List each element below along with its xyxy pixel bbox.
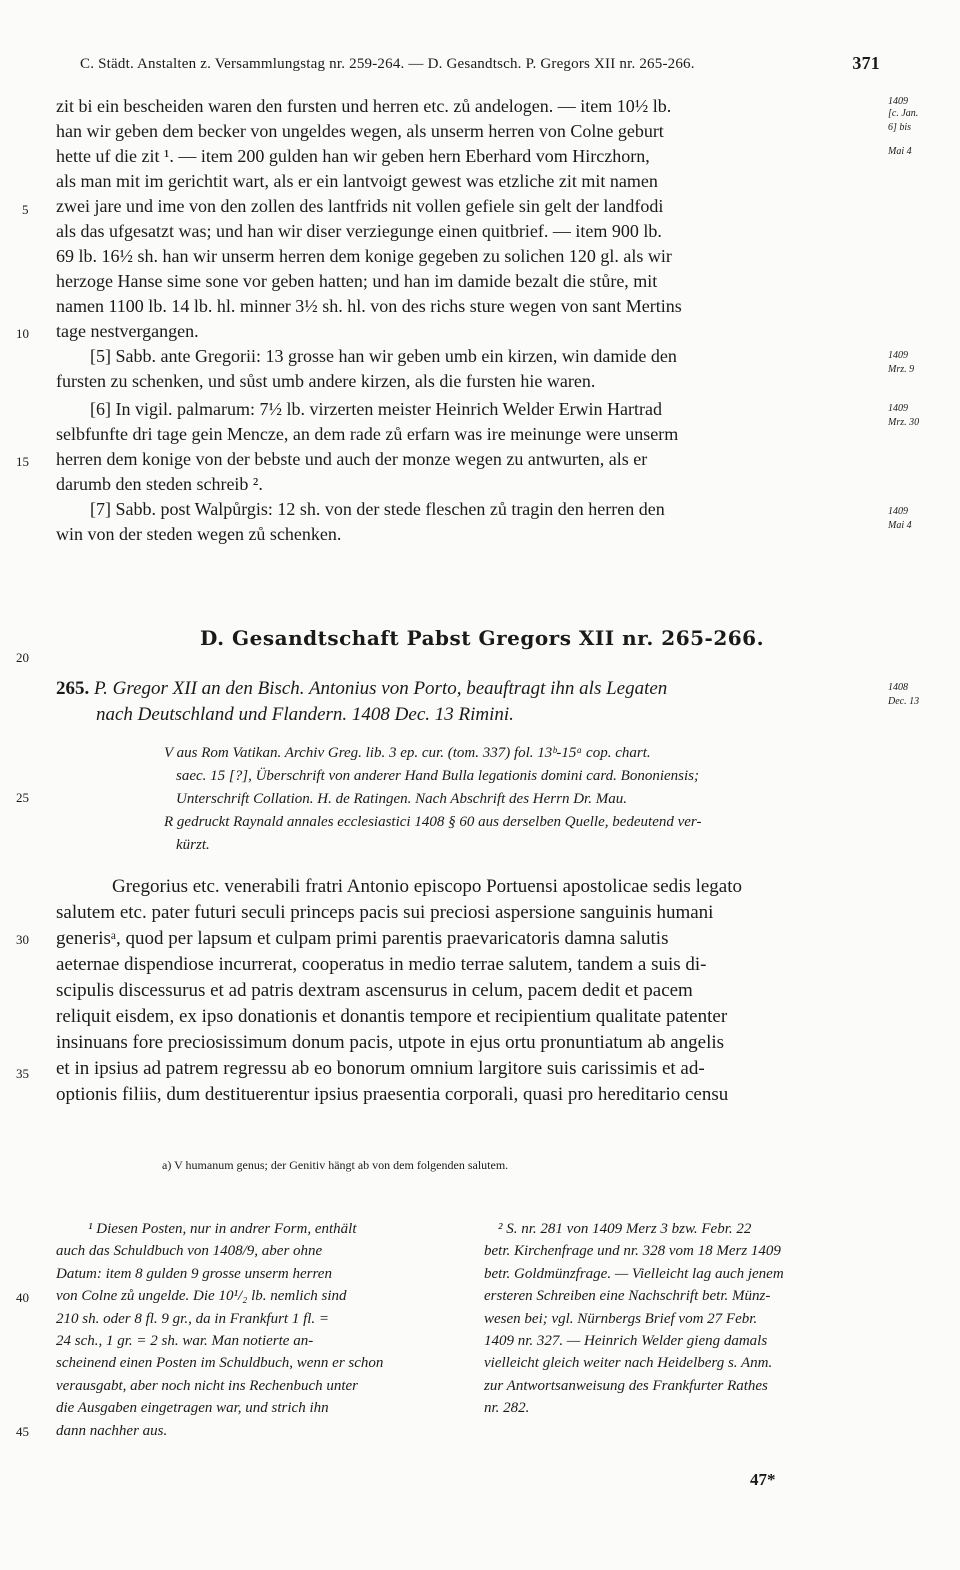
margin-date: [c. Jan. (888, 108, 919, 119)
footnote-left (56, 1218, 460, 1442)
text-line: zit bi ein bescheiden waren den fursten und herren etc. zů andelogen. — item 10½ lb. (56, 96, 672, 116)
text-line: tage nestvergangen. (56, 321, 199, 341)
footnote-line: betr. Kirchenfrage und nr. 328 vom 18 Merz 1409 (484, 1243, 781, 1260)
regest-number: 265. (56, 678, 90, 699)
description-line: R gedruckt Raynald annales ecclesiastici 1408 § 60 aus derselben Quelle, bedeutend ver- (164, 814, 702, 830)
text-line: als das ufgesatzt was; und han wir diser verziegunge einen quitbrief. — item 900 lb. (56, 221, 662, 241)
footnote-line: auch das Schuldbuch von 1408/9, aber ohne (56, 1243, 323, 1260)
footnote-line: 1409 nr. 327. — Heinrich Welder gieng damals (484, 1333, 768, 1350)
description-line: saec. 15 [?], Überschrift von anderer Hand Bulla legationis domini card. Bononiensis; (176, 768, 700, 784)
description-line: Unterschrift Collation. H. de Ratingen. Nach Abschrift des Herrn Dr. Mau. (176, 791, 627, 807)
section-title: D. Gesandtschaft Pabst Gregors XII nr. 265-266. (200, 626, 765, 650)
text-line: herren dem konige von der bebste und auch der monze wegen zu antwurten, als er (56, 449, 648, 469)
footnote-line: verausgabt, aber noch nicht ins Rechenbuch unter (56, 1377, 359, 1394)
text-line: han wir geben dem becker von ungeldes wegen, als unserm herren von Colne geburt (56, 121, 664, 141)
text-line: fursten zu schenken, und sůst umb andere kirzen, als die fursten hie waren. (56, 371, 596, 391)
text-line: reliquit eisdem, ex ipso donationis et donantis tempore et recipientium qualitate patenter (56, 1006, 728, 1027)
text-line: 69 lb. 16½ sh. han wir unserm herren dem konige gegeben zu solichen 120 gl. als wir (56, 246, 672, 266)
footnote-line: nr. 282. (484, 1400, 530, 1417)
margin-date: 1409 (888, 96, 908, 107)
margin-date: 6] bis (888, 122, 912, 133)
description-line: kürzt. (176, 837, 210, 853)
footnote-line: 210 sh. oder 8 fl. 9 gr., da in Frankfurt 1 fl. = (56, 1310, 330, 1327)
text-line: namen 1100 lb. 14 lb. hl. minner 3½ sh. hl. von des richs sture wegen von sant Mertins (56, 296, 682, 316)
text-line: darumb den steden schreib ². (56, 474, 263, 494)
line-number: 15 (16, 454, 29, 469)
footnote-line: scheinend einen Posten im Schuldbuch, wenn er schon (56, 1355, 384, 1372)
text-line: generisᵃ, quod per lapsum et culpam primi parentis praevaricatoris damna salutis (56, 928, 669, 949)
footnote-line: ² S. nr. 281 von 1409 Merz 3 bzw. Febr. 22 (498, 1221, 752, 1237)
variant-note: a) V humanum genus; der Genitiv hängt ab von dem folgenden salutem. (162, 1158, 509, 1172)
line-number: 20 (16, 650, 29, 665)
running-title: C. Städt. Anstalten z. Versammlungstag nr. 259-264. — D. Gesandtsch. P. Gregors XII nr. 265-266. (80, 56, 695, 72)
footnote-line: von Colne zů ungelde. Die 10¹/₂ lb. nemlich sind (56, 1288, 347, 1305)
text-line: [7] Sabb. post Walpůrgis: 12 sh. von der stede fleschen zů tragin den herren den (90, 499, 665, 519)
text-line: aeternae dispendiose incurrerat, cooperatus in medio terrae salutem, tandem a suis di- (56, 954, 707, 975)
margin-date: Mrz. 30 (888, 417, 920, 428)
footnote-line: 24 sch., 1 gr. = 2 sh. war. Man notierte an- (56, 1333, 314, 1350)
text-line: et in ipsius ad patrem regressu ab eo bonorum omnium largitore suis carissimis et ad- (56, 1058, 705, 1079)
line-number: 10 (16, 326, 29, 341)
text-line: optionis filiis, dum destituerentur ipsius praesentia corporali, quasi pro hereditario censu (56, 1084, 729, 1105)
text-line: als man mit im gerichtit wart, als er ein lantvoigt gewest was etzliche zit mit namen (56, 171, 658, 191)
footnote-line: vielleicht gleich weiter nach Heidelberg s. Anm. (484, 1355, 773, 1372)
text-line: [5] Sabb. ante Gregorii: 13 grosse han wir geben umb ein kirzen, win damide den (90, 346, 677, 366)
signature-mark: 47* (750, 1470, 776, 1489)
text-line: Gregorius etc. venerabili fratri Antonio episcopo Portuensi apostolicae sedis legato (112, 876, 742, 897)
text-line: selbfunfte dri tage gein Mencze, an dem rade zů erfarn was ire meinunge were unserm (56, 424, 679, 444)
footnote-line: betr. Goldmünzfrage. — Vielleicht lag auch jenem (484, 1265, 784, 1282)
text-line: [6] In vigil. palmarum: 7½ lb. virzerten meister Heinrich Welder Erwin Hartrad (90, 399, 663, 419)
footnote-line: zur Antwortsanweisung des Frankfurter Rathes (484, 1377, 768, 1394)
text-line: herzoge Hanse sime sone vor geben hatten; und han im damide bezalt die stůre, mit (56, 271, 658, 291)
line-number: 40 (16, 1290, 29, 1305)
margin-date: Mai 4 (888, 520, 912, 531)
footnote-line: Datum: item 8 gulden 9 grosse unserm herren (56, 1265, 332, 1282)
regest-line: nach Deutschland und Flandern. 1408 Dec. 13 Rimini. (96, 704, 514, 725)
footnote-line: ¹ Diesen Posten, nur in andrer Form, enthält (88, 1221, 357, 1237)
margin-date: 1409 (888, 403, 908, 414)
footnote-line: ersteren Schreiben eine Nachschrift betr. Münz- (484, 1288, 771, 1305)
footnote-line: wesen bei; vgl. Nürnbergs Brief vom 27 Febr. (484, 1310, 758, 1327)
page-number: 371 (852, 53, 880, 73)
margin-date: 1409 (888, 506, 908, 517)
line-number: 25 (16, 790, 29, 805)
margin-date: Mai 4 (888, 146, 912, 157)
regest-text: P. Gregor XII an den Bisch. Antonius von Porto, beauftragt ihn als Legaten (94, 678, 668, 699)
text-line: scipulis discessurus et ad patris dextram ascensurus in celum, pacem dedit et pacem (56, 980, 693, 1001)
line-number: 30 (16, 932, 29, 947)
footnote-line: die Ausgaben eingetragen war, und strich ihn (56, 1400, 329, 1417)
line-number: 5 (22, 202, 29, 217)
margin-date: Mrz. 9 (888, 364, 915, 375)
text-line: salutem etc. pater futuri seculi princeps pacis sui preciosi aspersione sanguinis humani (56, 902, 714, 923)
text-line: hette uf die zit ¹. — item 200 gulden han wir geben hern Eberhard vom Hirczhorn, (56, 146, 650, 166)
text-line: insinuans fore preciosissimum donum pacis, utpote in ejus ortu pronuntiatum ab angelis (56, 1032, 725, 1053)
margin-date: 1409 (888, 350, 908, 361)
line-number: 35 (16, 1066, 29, 1081)
line-number: 45 (16, 1424, 29, 1439)
footnote-right (484, 1218, 884, 1420)
text-line: win von der steden wegen zů schenken. (56, 524, 342, 544)
regest-line (56, 676, 880, 702)
footnote-line: dann nachher aus. (56, 1422, 168, 1439)
margin-date: Dec. 13 (888, 696, 920, 707)
description-line: V aus Rom Vatikan. Archiv Greg. lib. 3 ep. cur. (tom. 337) fol. 13ᵇ-15ᵃ cop. chart. (164, 745, 651, 761)
margin-date: 1408 (888, 682, 908, 693)
text-line: zwei jare und ime von den zollen des lantfrids nit vollen gefiele sin gelt der landfodi (56, 196, 664, 216)
